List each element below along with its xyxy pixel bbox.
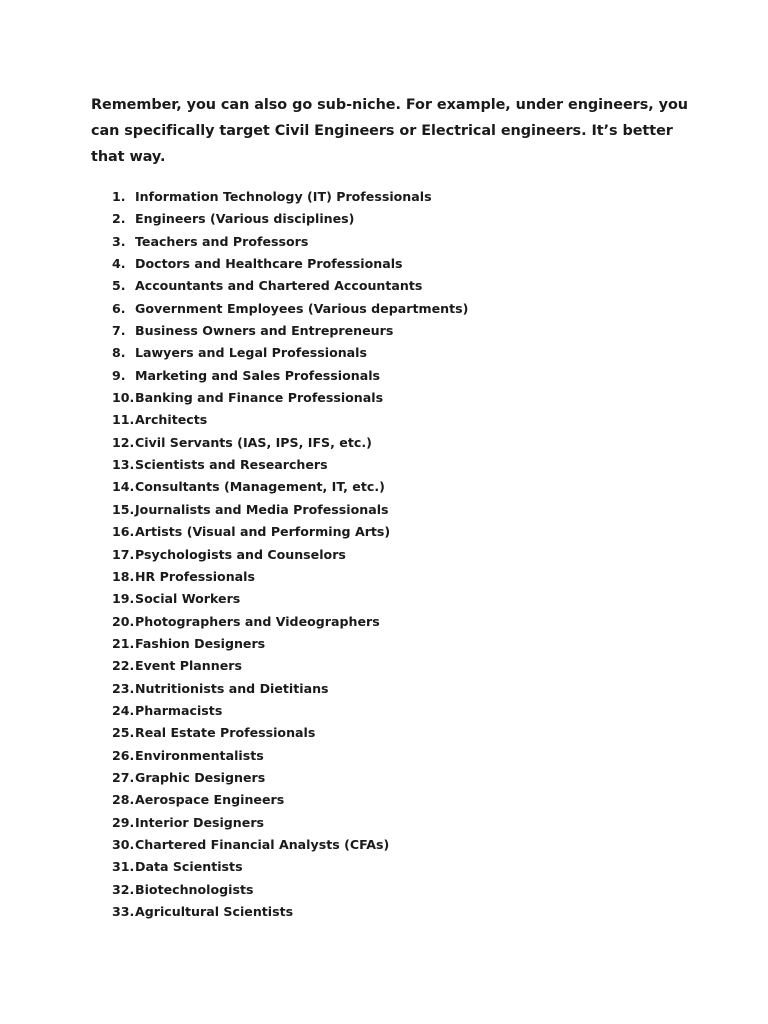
list-number: 21. bbox=[112, 635, 135, 651]
list-number: 20. bbox=[112, 613, 135, 629]
list-number: 17. bbox=[112, 546, 135, 562]
list-text: Marketing and Sales Professionals bbox=[135, 367, 381, 383]
list-item bbox=[112, 544, 672, 566]
list-number: 2. bbox=[112, 211, 126, 227]
list-number: 11. bbox=[112, 412, 135, 428]
list-item bbox=[112, 700, 672, 722]
list-number: 12. bbox=[112, 434, 135, 450]
list-number: 16. bbox=[112, 524, 135, 540]
list-number: 15. bbox=[112, 501, 135, 517]
list-number: 14. bbox=[112, 479, 135, 495]
list-number: 23. bbox=[112, 680, 135, 696]
list-text: Civil Servants (IAS, IPS, IFS, etc.) bbox=[135, 434, 372, 450]
list-text: Business Owners and Entrepreneurs bbox=[135, 323, 394, 339]
list-text: Artists (Visual and Performing Arts) bbox=[135, 524, 391, 540]
list-text: Photographers and Videographers bbox=[135, 613, 380, 629]
list-number: 24. bbox=[112, 702, 135, 718]
list-text: Lawyers and Legal Professionals bbox=[135, 345, 367, 361]
list-item bbox=[112, 856, 672, 878]
list-number: 18. bbox=[112, 568, 135, 584]
list-item bbox=[112, 767, 672, 789]
list-number: 28. bbox=[112, 792, 135, 808]
list-text: Journalists and Media Professionals bbox=[135, 501, 389, 517]
list-text: Accountants and Chartered Accountants bbox=[135, 278, 423, 294]
list-text: Graphic Designers bbox=[135, 769, 266, 785]
list-text: Data Scientists bbox=[135, 859, 243, 875]
list-item bbox=[112, 566, 672, 588]
list-item bbox=[112, 655, 672, 677]
list-item bbox=[112, 275, 672, 297]
intro-paragraph: Remember, you can also go sub-niche. For example, under engineers, you can specifically target Civil Engineers or Electrical engineers. It’s better that way. bbox=[91, 97, 688, 165]
list-text: HR Professionals bbox=[135, 568, 255, 584]
list-item bbox=[112, 611, 672, 633]
list-item bbox=[112, 320, 672, 342]
list-text: Biotechnologists bbox=[135, 881, 254, 897]
list-text: Social Workers bbox=[135, 591, 241, 607]
list-item bbox=[112, 789, 672, 811]
list-number: 10. bbox=[112, 390, 135, 406]
list-number: 25. bbox=[112, 725, 135, 741]
list-item bbox=[112, 387, 672, 409]
list-text: Architects bbox=[135, 412, 208, 428]
list-number: 27. bbox=[112, 769, 135, 785]
list-text: Government Employees (Various departments) bbox=[135, 300, 469, 316]
list-item bbox=[112, 186, 672, 208]
list-text: Scientists and Researchers bbox=[135, 457, 328, 473]
list-number: 7. bbox=[112, 323, 126, 339]
list-number: 32. bbox=[112, 881, 135, 897]
list-item bbox=[112, 499, 672, 521]
list-item bbox=[112, 633, 672, 655]
list-item bbox=[112, 409, 672, 431]
list-text: Pharmacists bbox=[135, 702, 223, 718]
list-number: 1. bbox=[112, 189, 126, 204]
list-text: Teachers and Professors bbox=[135, 233, 309, 249]
list-item bbox=[112, 588, 672, 610]
list-item bbox=[112, 432, 672, 454]
list-item bbox=[112, 722, 672, 744]
list-number: 30. bbox=[112, 836, 135, 852]
list-text: Psychologists and Counselors bbox=[135, 546, 346, 562]
list-item bbox=[112, 365, 672, 387]
list-number: 4. bbox=[112, 256, 126, 272]
list-item bbox=[112, 342, 672, 364]
list-number: 8. bbox=[112, 345, 126, 361]
list-number: 3. bbox=[112, 233, 126, 249]
list-text: Banking and Finance Professionals bbox=[135, 390, 384, 406]
list-item bbox=[112, 879, 672, 901]
list-number: 9. bbox=[112, 367, 126, 383]
list-text: Fashion Designers bbox=[135, 635, 266, 651]
list-text: Event Planners bbox=[135, 658, 242, 674]
list-number: 33. bbox=[112, 904, 135, 919]
list-number: 5. bbox=[112, 278, 126, 294]
list-item bbox=[112, 812, 672, 834]
list-number: 22. bbox=[112, 658, 135, 674]
list-item bbox=[112, 745, 672, 767]
list-item bbox=[112, 454, 672, 476]
list-text: Aerospace Engineers bbox=[135, 792, 285, 808]
list-text: Agricultural Scientists bbox=[135, 904, 294, 919]
list-text: Chartered Financial Analysts (CFAs) bbox=[135, 836, 390, 852]
list-item bbox=[112, 834, 672, 856]
list-number: 29. bbox=[112, 814, 135, 830]
list-number: 19. bbox=[112, 591, 135, 607]
list-text: Nutritionists and Dietitians bbox=[135, 680, 329, 696]
list-text: Information Technology (IT) Professionals bbox=[135, 189, 432, 204]
list-item bbox=[112, 678, 672, 700]
list-text: Consultants (Management, IT, etc.) bbox=[135, 479, 385, 495]
list-text: Engineers (Various disciplines) bbox=[135, 211, 355, 227]
list-text: Interior Designers bbox=[135, 814, 265, 830]
list-number: 31. bbox=[112, 859, 135, 875]
list-number: 6. bbox=[112, 300, 126, 316]
list-number: 26. bbox=[112, 747, 135, 763]
list-item bbox=[112, 208, 672, 230]
list-text: Doctors and Healthcare Professionals bbox=[135, 256, 403, 272]
list-item bbox=[112, 901, 672, 923]
list-item bbox=[112, 476, 672, 498]
profession-list bbox=[112, 186, 672, 923]
list-item bbox=[112, 298, 672, 320]
list-item bbox=[112, 521, 672, 543]
list-number: 13. bbox=[112, 457, 135, 473]
list-item bbox=[112, 231, 672, 253]
list-text: Real Estate Professionals bbox=[135, 725, 316, 741]
list-item bbox=[112, 253, 672, 275]
list-text: Environmentalists bbox=[135, 747, 264, 763]
